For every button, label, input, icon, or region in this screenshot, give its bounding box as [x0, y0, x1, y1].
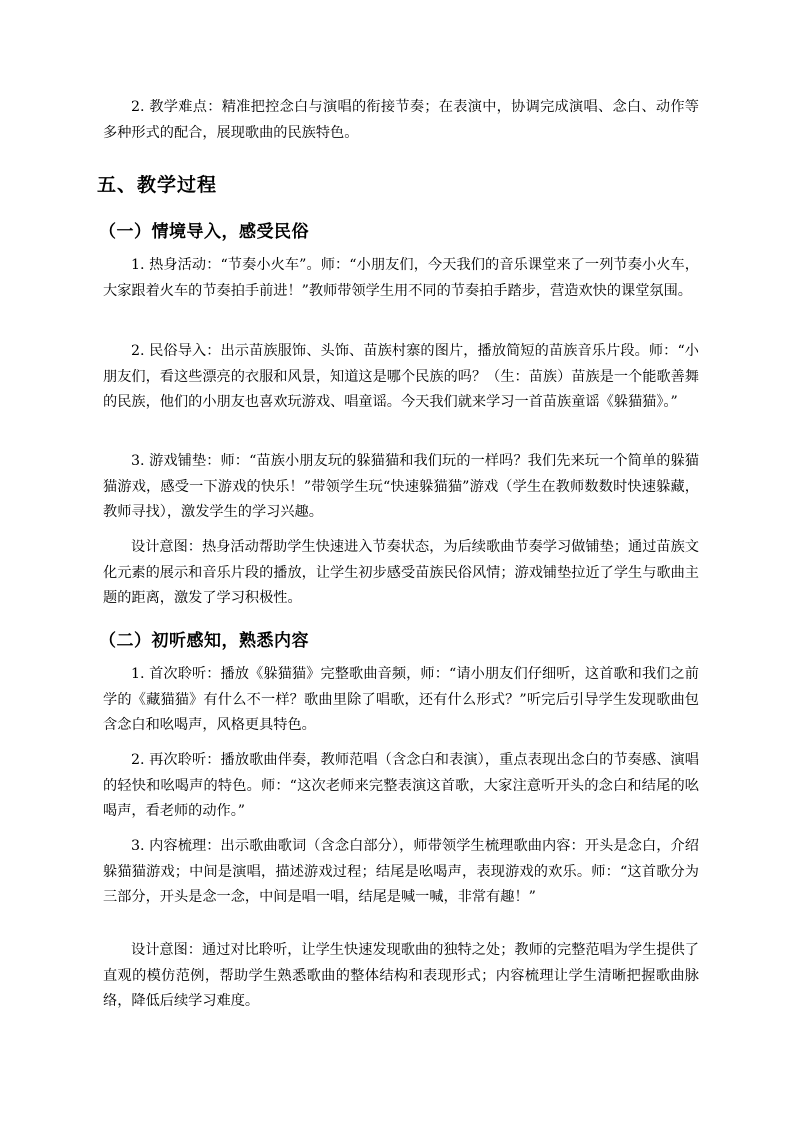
design-intent-paragraph-1: 设计意图：热身活动帮助学生快速进入节奏状态，为后续歌曲节奏学习做铺垫；通过苗族文化元素的展示和音乐片段的播放，让学生初步感受苗族民俗风情；游戏铺垫拉近了学生与歌曲主题的距离，激发了学习积极性。 [103, 539, 699, 606]
subsection-heading-2: （二）初听感知，熟悉内容 [99, 631, 309, 651]
section-heading-teaching-process: 五、教学过程 [97, 174, 218, 196]
content-summary-paragraph: 3. 内容梳理：出示歌曲歌词（含念白部分），师带领学生梳理歌曲内容：开头是念白，介绍躲猫猫游戏；中间是演唱，描述游戏过程；结尾是吆喝声，表现游戏的欢乐。师：“这首歌分为三部分，开头是念一念，中间是唱一唱，结尾是喊一喊，非常有趣！” [103, 838, 699, 905]
game-setup-paragraph: 3. 游戏铺垫：师：“苗族小朋友玩的躲猫猫和我们玩的一样吗？我们先来玩一个简单的躲猫猫游戏，感受一下游戏的快乐！”带领学生玩“快速躲猫猫”游戏（学生在教师数数时快速躲藏，教师寻找），激发学生的学习兴趣。 [103, 453, 699, 520]
subsection-heading-1: （一）情境导入，感受民俗 [99, 222, 309, 242]
second-listening-paragraph: 2. 再次聆听：播放歌曲伴奏，教师范唱（含念白和表演），重点表现出念白的节奏感、演唱的轻快和吆喝声的特色。师：“这次老师来完整表演这首歌，大家注意听开头的念白和结尾的吆喝声，看老师的动作。” [103, 752, 699, 819]
teaching-difficulty-paragraph: 2. 教学难点：精准把控念白与演唱的衔接节奏；在表演中，协调完成演唱、念白、动作等多种形式的配合，展现歌曲的民族特色。 [103, 99, 699, 141]
warmup-activity-paragraph: 1. 热身活动：“节奏小火车”。师：“小朋友们，今天我们的音乐课堂来了一列节奏小火车，大家跟着火车的节奏拍手前进！”教师带领学生用不同的节奏拍手踏步，营造欢快的课堂氛围。 [103, 257, 699, 299]
first-listening-paragraph: 1. 首次聆听：播放《躲猫猫》完整歌曲音频，师：“请小朋友们仔细听，这首歌和我们之前学的《藏猫猫》有什么不一样？歌曲里除了唱歌，还有什么形式？”听完后引导学生发现歌曲包含念白和吆喝声，风格更具特色。 [103, 666, 699, 733]
design-intent-paragraph-2: 设计意图：通过对比聆听，让学生快速发现歌曲的独特之处；教师的完整范唱为学生提供了直观的模仿范例，帮助学生熟悉歌曲的整体结构和表现形式；内容梳理让学生清晰把握歌曲脉络，降低后续学习难度。 [103, 942, 699, 1009]
folk-introduction-paragraph: 2. 民俗导入：出示苗族服饰、头饰、苗族村寨的图片，播放简短的苗族音乐片段。师：“小朋友们，看这些漂亮的衣服和风景，知道这是哪个民族的吗？（生：苗族）苗族是一个能歌善舞的民族，他们的小朋友也喜欢玩游戏、唱童谣。今天我们就来学习一首苗族童谣《躲猫猫》。” [103, 343, 699, 410]
